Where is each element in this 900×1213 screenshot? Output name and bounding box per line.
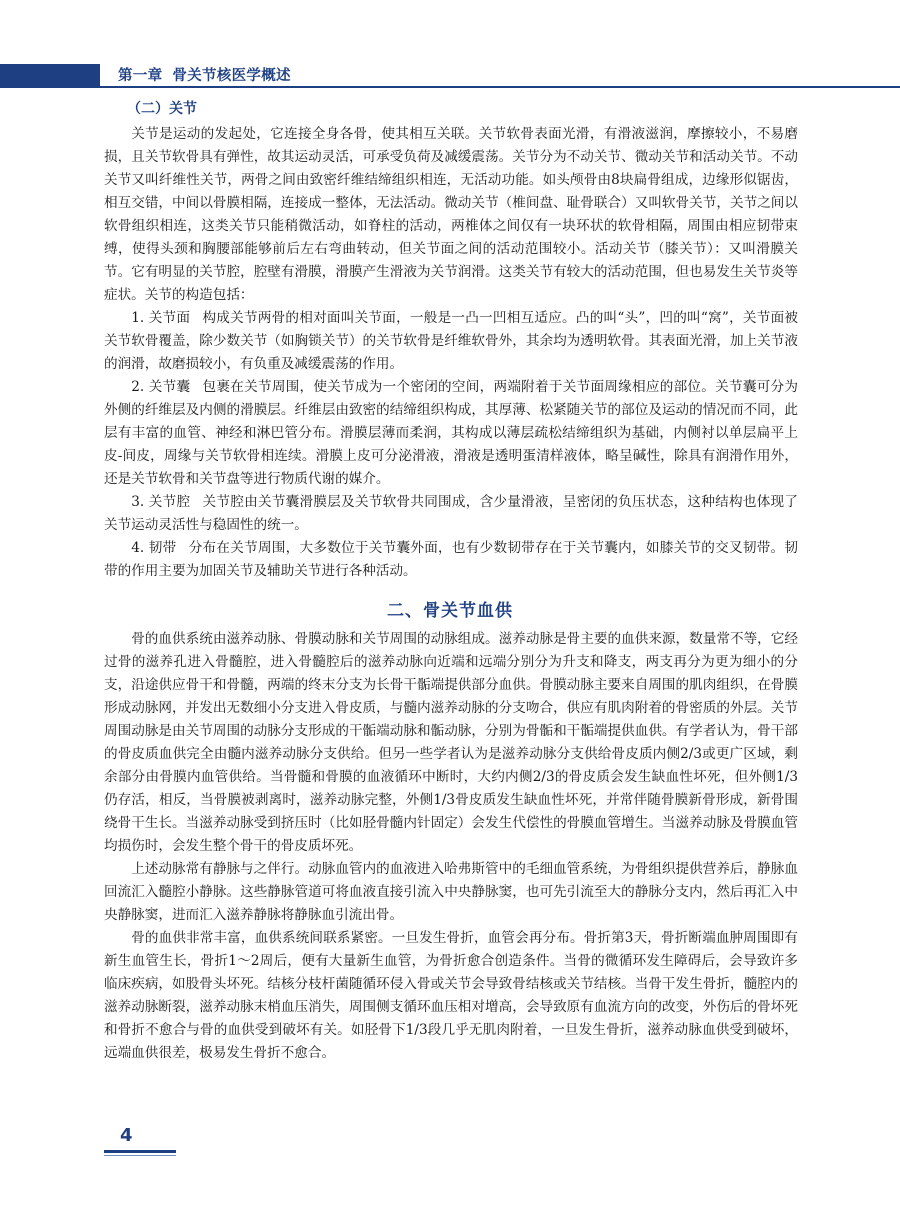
- list-item-label: 3. 关节腔: [131, 494, 191, 510]
- list-item: [104, 376, 798, 491]
- list-item-text: 关节腔由关节囊滑膜层及关节软骨共同围成，含少量滑液，呈密闭的负压状态，这种结构也体现了关节运动灵活性与稳固性的统一。: [104, 494, 799, 533]
- list-item-text: 构成关节两骨的相对面叫关节面，一般是一凸一凹相互适应。凸的叫“头”，凹的叫“窝”，关节面被关节软骨覆盖，除少数关节（如胸锁关节）的关节软骨是纤维软骨外，其余均为透明软骨。其表面光滑，加上关节液的润滑，故磨损较小，有负重及减缓震荡的作用。: [104, 310, 799, 372]
- section-heading: 二、骨关节血供: [387, 601, 513, 621]
- body-paragraph: 关节是运动的发起处，它连接全身各骨，使其相互关联。关节软骨表面光滑，有滑液滋润，摩擦较小，不易磨损，且关节软骨具有弹性，故其运动灵活，可承受负荷及减缓震荡。关节分为不动关节、微动关节和活动关节。不动关节又叫纤维性关节，两骨之间由致密纤维结缔组织相连，无活动功能。如头颅骨由8块扁骨组成，边缘形似锯齿，相互交错，中间以骨膜相隔，连接成一整体，无法活动。微动关节（椎间盘、耻骨联合）又叫软骨关节，关节之间以软骨组织相连，这类关节只能稍微活动，如脊柱的活动，两椎体之间仅有一块环状的软骨相隔，周围由相应韧带束缚，使得头颈和胸腰部能够前后左右弯曲转动，但关节面之间的活动范围较小。活动关节（膝关节）：又叫滑膜关节。它有明显的关节腔，腔壁有滑膜，滑膜产生滑液为关节润滑。这类关节有较大的活动范围，但也易发生关节炎等症状。关节的构造包括：: [104, 126, 798, 303]
- list-item: [104, 537, 798, 583]
- body-paragraph: 骨的血供非常丰富，血供系统间联系紧密。一旦发生骨折，血管会再分布。骨折第3天，骨折断端血肿周围即有新生血管生长，骨折1～2周后，便有大量新生血管，为骨折愈合创造条件。当骨的微循环发生障碍后，会导致许多临床疾病，如股骨头坏死。结核分枝杆菌随循环侵入骨或关节会导致骨结核或关节结核。当骨干发生骨折，髓腔内的滋养动脉断裂，滋养动脉末梢血压消失，周围侧支循环血压相对增高，会导致原有血流方向的改变，外伤后的骨坏死和骨折不愈合与骨的血供受到破坏有关。如胫骨下1/3段几乎无肌肉附着，一旦发生骨折，滋养动脉血供受到破坏，远端血供很差，极易发生骨折不愈合。: [104, 930, 798, 1061]
- subsection-body: [104, 123, 798, 583]
- header-color-bar: [0, 64, 100, 88]
- body-paragraph: 上述动脉常有静脉与之伴行。动脉血管内的血液进入哈弗斯管中的毛细血管系统，为骨组织提供营养后，静脉血回流汇入髓腔小静脉。这些静脉管道可将血液直接引流入中央静脉窦，也可先引流至大的静脉分支内，然后再汇入中央静脉窦，进而汇入滋养静脉将静脉血引流出骨。: [104, 861, 798, 923]
- footer-rule: [104, 1150, 176, 1153]
- list-item-text: 分布在关节周围，大多数位于关节囊外面，也有少数韧带存在于关节囊内，如膝关节的交叉韧带。韧带的作用主要为加固关节及辅助关节进行各种活动。: [104, 540, 798, 579]
- list-item-text: 包裹在关节周围，使关节成为一个密闭的空间，两端附着于关节面周缘相应的部位。关节囊可分为外侧的纤维层及内侧的滑膜层。纤维层由致密的结缔组织构成，其厚薄、松紧随关节的部位及运动的情况而不同，此层有丰富的血管、神经和淋巴管分布。滑膜层薄而柔润，其构成以薄层疏松结缔组织为基础，内侧衬以单层扁平上皮-间皮，周缘与关节软骨相连续。滑膜上皮可分泌滑液，滑液是透明蛋清样液体，略呈碱性，除具有润滑作用外，还是关节软骨和关节盘等进行物质代谢的媒介。: [104, 379, 799, 487]
- chapter-title: 骨关节核医学概述: [172, 68, 291, 84]
- footer-rule-thin: [104, 1155, 176, 1156]
- chapter-number: 第一章: [118, 68, 163, 84]
- list-item-label: 2. 关节囊: [131, 379, 191, 395]
- header-rule: [100, 86, 900, 88]
- subsection-heading: （二）关节: [127, 101, 197, 117]
- body-paragraph: 骨的血供系统由滋养动脉、骨膜动脉和关节周围的动脉组成。滋养动脉是骨主要的血供来源，数量常不等，它经过骨的滋养孔进入骨髓腔，进入骨髓腔后的滋养动脉向近端和远端分别分为升支和降支，两支再分为更为细小的分支，沿途供应骨干和骨髓，两端的终末分支为长骨干骺端提供部分血供。骨膜动脉主要来自周围的肌肉组织，在骨膜形成动脉网，并发出无数细小分支进入骨皮质，与髓内滋养动脉的分支吻合，供应有肌肉附着的骨密质的外层。关节周围动脉是由关节周围的动脉分支形成的干骺端动脉和骺动脉，分别为骨骺和干骺端提供血供。有学者认为，骨干部的骨皮质血供完全由髓内滋养动脉分支供给。但另一些学者认为是滋养动脉分支供给骨皮质内侧2/3或更广区域，剩余部分由骨膜内血管供给。当骨髓和骨膜的血液循环中断时，大约内侧2/3的骨皮质会发生缺血性坏死，但外侧1/3仍存活，相反，当骨膜被剥离时，滋养动脉完整，外侧1/3骨皮质发生缺血性坏死，并常伴随骨膜新骨形成，新骨围绕骨干生长。当滋养动脉受到挤压时（比如胫骨髓内针固定）会发生代偿性的骨膜血管增生。当滋养动脉及骨膜血管均损伤时，会发生整个骨干的骨皮质坏死。: [104, 631, 798, 854]
- page-number: 4: [120, 1125, 133, 1146]
- list-item: [104, 491, 798, 537]
- section-body: [104, 628, 798, 1065]
- list-item-label: 4. 韧带: [131, 540, 177, 556]
- list-item: [104, 307, 798, 376]
- list-item-label: 1. 关节面: [131, 310, 191, 326]
